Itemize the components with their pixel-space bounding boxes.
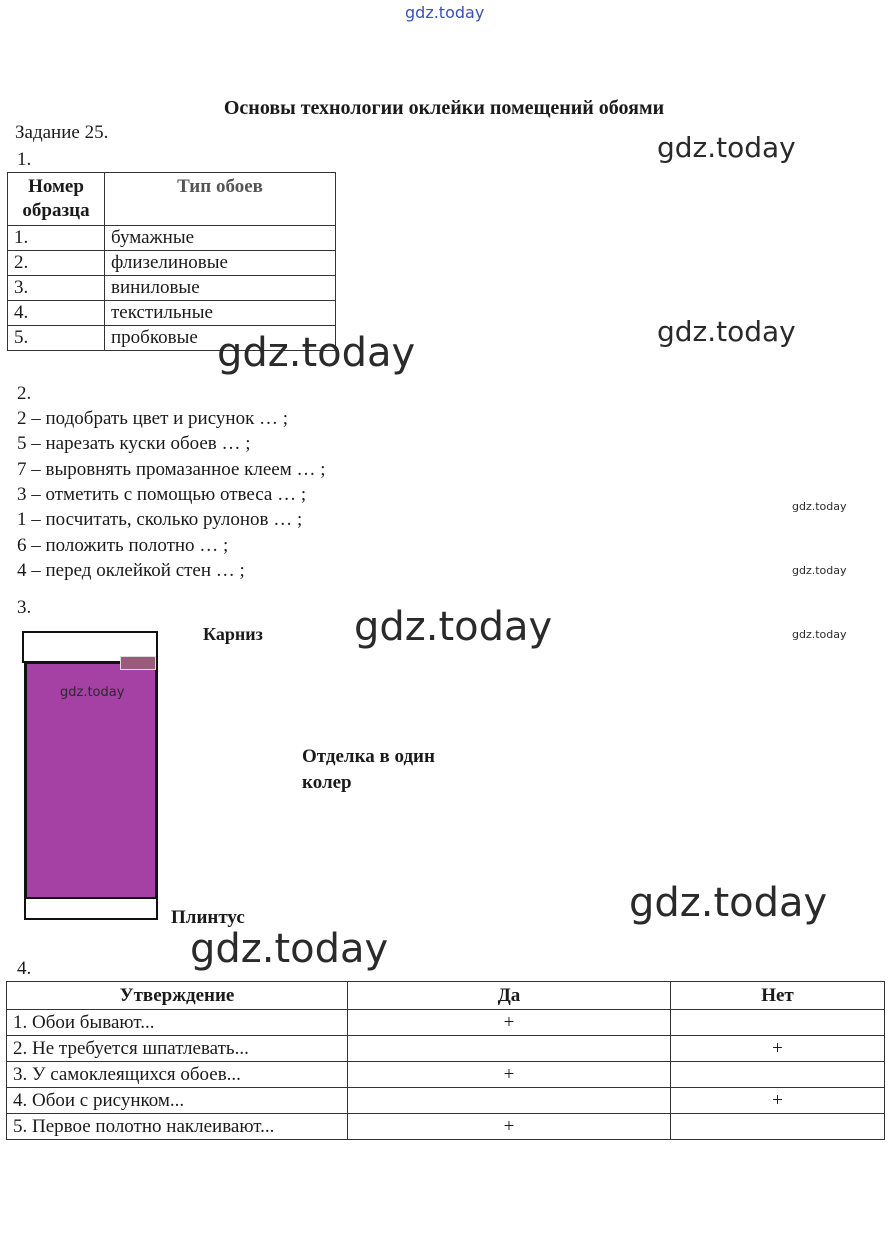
table-row (7, 1088, 885, 1114)
row-number: 3. (8, 276, 105, 301)
table-row (8, 276, 336, 301)
watermark: gdz.today (190, 926, 389, 972)
no-cell (671, 1114, 885, 1140)
header-sample-number: Номер образца (8, 173, 105, 226)
list-item: 2 – подобрать цвет и рисунок … ; (17, 408, 289, 429)
row-number: 5. (8, 326, 105, 351)
table-header-row (8, 173, 336, 226)
list-item: 4 – перед оклейкой стен … ; (17, 560, 245, 581)
watermark: gdz.today (629, 880, 828, 926)
row-type: пробковые (105, 326, 336, 351)
row-type: бумажные (105, 226, 336, 251)
yes-cell: + (348, 1062, 671, 1088)
corner-detail (120, 656, 156, 670)
list-item: 7 – выровнять промазанное клеем … ; (17, 459, 326, 480)
list-item: 1 – посчитать, сколько рулонов … ; (17, 509, 303, 530)
table-header-row (7, 982, 885, 1010)
row-type: текстильные (105, 301, 336, 326)
sample-types-table (7, 172, 336, 351)
label-cornice: Карниз (203, 624, 263, 644)
table-row (8, 301, 336, 326)
row-type: флизелиновые (105, 251, 336, 276)
section1-number: 1. (17, 149, 32, 170)
no-cell: + (671, 1088, 885, 1114)
table-row (7, 1010, 885, 1036)
table-row (7, 1036, 885, 1062)
header-yes: Да (348, 982, 671, 1010)
table-row (7, 1114, 885, 1140)
statement-cell: 5. Первое полотно наклеивают... (7, 1114, 348, 1140)
section4-number: 4. (17, 958, 32, 979)
section2-number: 2. (17, 383, 32, 404)
list-item: 3 – отметить с помощью отвеса … ; (17, 484, 307, 505)
section3-number: 3. (17, 597, 32, 618)
watermark: gdz.today (657, 315, 796, 348)
table-row (7, 1062, 885, 1088)
watermark: gdz.today (657, 131, 796, 164)
header-no: Нет (671, 982, 885, 1010)
watermark: gdz.today (60, 685, 125, 700)
watermark: gdz.today (792, 500, 847, 513)
row-number: 2. (8, 251, 105, 276)
table-row (8, 251, 336, 276)
label-finish-line1: Отделка в один (302, 746, 435, 767)
header-statement: Утверждение (7, 982, 348, 1010)
statement-cell: 4. Обои с рисунком... (7, 1088, 348, 1114)
yes-cell (348, 1036, 671, 1062)
watermark: gdz.today (217, 330, 416, 376)
statement-cell: 3. У самоклеящихся обоев... (7, 1062, 348, 1088)
list-item: 6 – положить полотно … ; (17, 535, 229, 556)
watermark: gdz.today (792, 628, 847, 641)
list-item: 5 – нарезать куски обоев … ; (17, 433, 251, 454)
no-cell (671, 1062, 885, 1088)
row-number: 4. (8, 301, 105, 326)
watermark: gdz.today (354, 604, 553, 650)
label-finish-line2: колер (302, 772, 352, 793)
yes-cell: + (348, 1114, 671, 1140)
row-number: 1. (8, 226, 105, 251)
header-wallpaper-type: Тип обоев (105, 173, 336, 226)
yes-cell (348, 1088, 671, 1114)
no-cell: + (671, 1036, 885, 1062)
yes-cell: + (348, 1010, 671, 1036)
row-type: виниловые (105, 276, 336, 301)
statement-cell: 1. Обои бывают... (7, 1010, 348, 1036)
watermark-top: gdz.today (405, 3, 485, 22)
no-cell (671, 1010, 885, 1036)
skirting-block (24, 897, 158, 920)
statement-cell: 2. Не требуется шпатлевать... (7, 1036, 348, 1062)
page-title: Основы технологии оклейки помещений обоями (223, 97, 665, 119)
watermark: gdz.today (792, 564, 847, 577)
task-label: Задание 25. (15, 122, 109, 143)
label-skirting: Плинтус (171, 907, 245, 928)
statements-table (6, 981, 885, 1140)
table-row (8, 226, 336, 251)
